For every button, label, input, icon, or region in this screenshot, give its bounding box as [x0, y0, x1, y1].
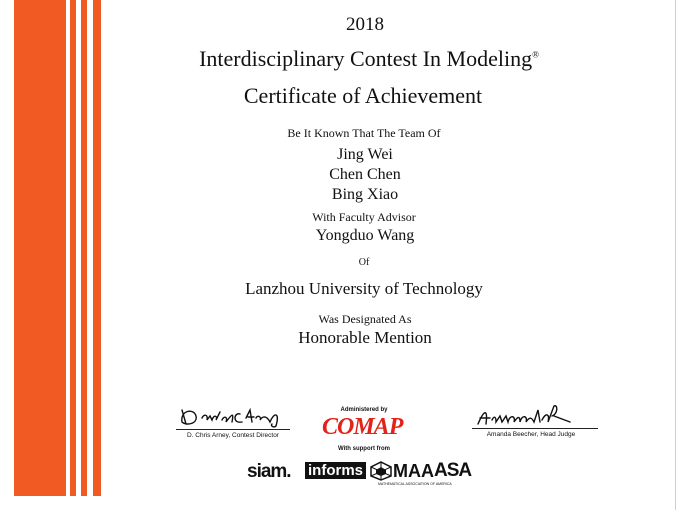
decorative-stripe-1 [70, 0, 76, 496]
advisor-label: With Faculty Advisor [312, 210, 416, 224]
asa-logo: ASA [434, 460, 472, 481]
maa-subtitle: MATHEMATICAL ASSOCIATION OF AMERICA [378, 482, 452, 486]
decorative-band-wide [14, 0, 66, 496]
team-member-3: Bing Xiao [331, 186, 399, 203]
of-label: Of [358, 257, 370, 268]
maa-logo: MAA [393, 461, 434, 481]
director-caption: D. Chris Arney, Contest Director [187, 432, 279, 439]
director-signature [176, 404, 292, 430]
comap-logo: COMAP [322, 414, 403, 440]
judge-caption: Amanda Beecher, Head Judge [486, 431, 576, 438]
intro-text: Be It Known That The Team Of [287, 126, 441, 140]
faculty-advisor: Yongduo Wang [315, 227, 415, 244]
award-title: Honorable Mention [298, 328, 432, 347]
team-member-2: Chen Chen [329, 166, 401, 183]
decorative-stripe-2 [81, 0, 87, 496]
judge-signature [474, 402, 578, 430]
designation-label: Was Designated As [318, 312, 412, 326]
registered-mark: ® [532, 49, 539, 60]
informs-logo: informs [305, 462, 366, 479]
contest-name [183, 46, 555, 72]
certificate-title: Certificate of Achievement [243, 83, 483, 108]
certificate-year: 2018 [346, 14, 384, 35]
maa-emblem-icon [370, 461, 392, 481]
judge-signature-line [472, 428, 598, 429]
director-signature-line [176, 429, 290, 430]
decorative-stripe-3 [93, 0, 101, 496]
contest-name-text: Interdisciplinary Contest In Modeling [199, 46, 533, 71]
institution-name: Lanzhou University of Technology [245, 279, 483, 298]
team-member-1: Jing Wei [337, 146, 393, 163]
support-label: With support from [338, 446, 390, 452]
siam-logo: siam. [247, 461, 291, 482]
administered-by-label: Administered by [340, 407, 388, 413]
